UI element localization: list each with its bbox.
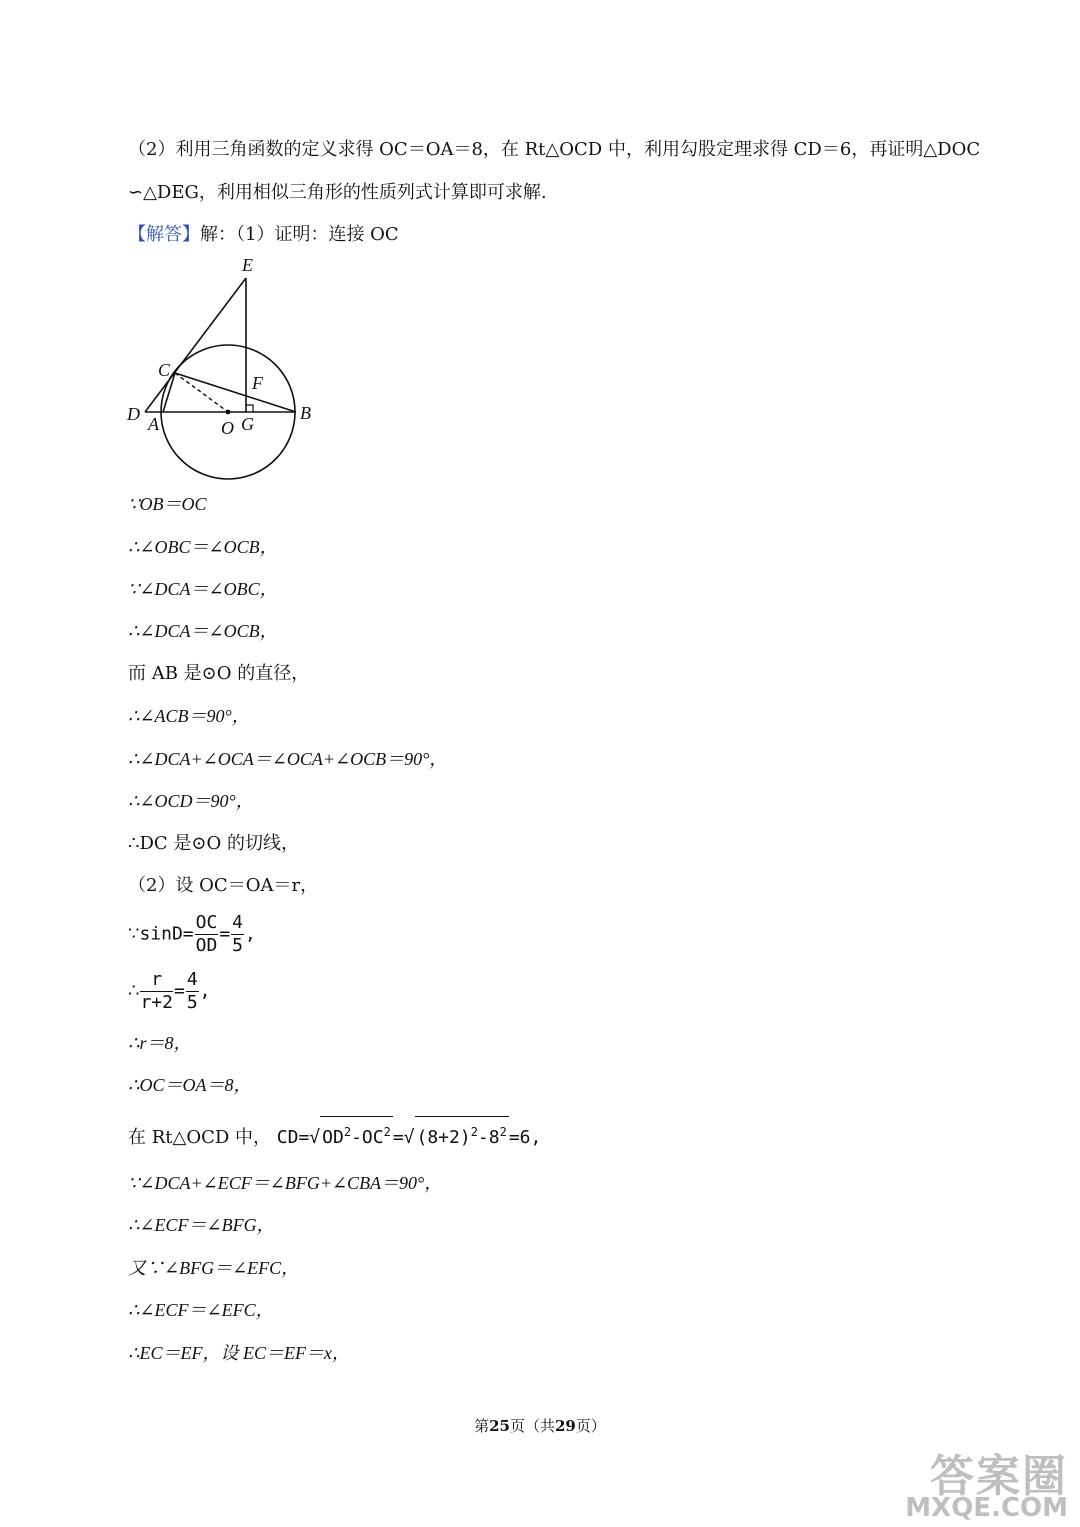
label-e: E [242, 255, 253, 275]
step-line: ∵∠DCA+∠ECF＝∠BFG+∠CBA＝90°， [128, 1173, 443, 1193]
step-line: 而 AB 是⊙O 的直径， [128, 663, 310, 684]
label-g: G [241, 414, 254, 434]
formula-prefix: 在 Rt△OCD 中， [128, 1127, 272, 1148]
radicand: OD [322, 1127, 344, 1148]
page-number: 25 [489, 1417, 510, 1435]
center-point [226, 410, 231, 415]
equals: = [219, 923, 231, 945]
fraction [231, 912, 244, 957]
equals: = [392, 1127, 404, 1148]
fraction [140, 969, 173, 1014]
exponent: 2 [343, 1125, 352, 1139]
label-c: C [158, 360, 171, 380]
exponent: 2 [499, 1125, 507, 1139]
step-line: ∵∠DCA＝∠OBC， [128, 579, 278, 599]
step-line: ∴∠ECF＝∠EFC， [128, 1300, 274, 1320]
step-line: 又∵∠BFG＝∠EFC， [128, 1258, 300, 1278]
step-line: ∴∠DCA＝∠OCB， [128, 621, 278, 641]
step-line: ∴DC 是⊙O 的切线， [128, 833, 299, 854]
formula-end: , [199, 980, 211, 1002]
line-co-dashed [175, 373, 228, 412]
denominator: OD [195, 935, 218, 956]
watermark-url: MXQE.COM [905, 1493, 1068, 1523]
total-pages: 29 [555, 1417, 576, 1435]
label-d: D [127, 404, 140, 424]
step-line: ∴∠ECF＝∠BFG， [128, 1215, 275, 1235]
formula-prefix: ∵ [128, 923, 140, 945]
footer-mid: 页（共 [509, 1417, 555, 1435]
exponent: 2 [383, 1125, 391, 1139]
step-line: ∴∠OCD＝90°， [128, 791, 254, 811]
watermark-logo: 答案圈 [930, 1451, 1068, 1502]
answer-heading [128, 223, 399, 247]
radicand: -OC [351, 1127, 384, 1148]
page-footer [0, 1415, 1080, 1436]
geometry-figure [120, 250, 330, 490]
right-angle-mark [246, 405, 253, 412]
formula-result: =6, [508, 1127, 542, 1148]
hint-line-2: ∽△DEG，利用相似三角形的性质列式计算即可求解. [128, 182, 547, 203]
step-line: ∴∠OBC＝∠OCB， [128, 537, 278, 557]
sqrt-2: √ $(8+2)^2-8^2$ [404, 1116, 509, 1153]
answer-intro: 解：（1）证明：连接 OC [200, 224, 399, 245]
fraction [186, 969, 199, 1014]
step-line: （2）设 OC＝OA＝r， [128, 875, 319, 896]
footer-pre: 第 [474, 1417, 490, 1435]
radicand: -8 [477, 1127, 500, 1148]
step-line: ∴OC＝OA＝8， [128, 1075, 252, 1095]
exponent: 2 [470, 1125, 478, 1139]
label-f: F [252, 373, 263, 393]
label-a: A [148, 414, 159, 434]
step-line: ∵OB＝OC [128, 494, 207, 514]
formula-prefix: ∴ [128, 980, 140, 1002]
denominator: 5 [232, 935, 244, 956]
formula-cd [128, 1116, 541, 1153]
formula-r [128, 969, 211, 1014]
numerator: r [140, 969, 173, 992]
step-line: ∴r＝8， [128, 1033, 192, 1053]
formula-end: , [245, 923, 256, 945]
fraction [195, 912, 219, 957]
line-cb [175, 373, 296, 412]
denominator: 5 [186, 992, 198, 1013]
step-line: ∴EC＝EF，设 EC＝EF＝x， [128, 1343, 350, 1363]
footer-post: 页） [575, 1417, 606, 1435]
radicand: (8+2) [416, 1127, 471, 1148]
denominator: r+2 [140, 992, 173, 1013]
equals: = [173, 980, 185, 1002]
formula-sin [128, 912, 256, 957]
formula-lhs: CD= [276, 1127, 310, 1148]
numerator: 4 [186, 969, 198, 990]
step-line: ∴∠ACB＝90°， [128, 706, 250, 726]
answer-tag: 【解答】 [128, 224, 200, 245]
formula-lhs: sinD= [139, 923, 194, 945]
hint-line-1: （2）利用三角函数的定义求得 OC＝OA＝8，在 Rt△OCD 中，利用勾股定理求得 CD＝6，再证明△DOC [128, 139, 981, 160]
sqrt-1: √ $OD^2-OC^2$ [309, 1116, 393, 1153]
label-o: O [221, 418, 234, 438]
numerator: OC [195, 912, 218, 933]
label-b: B [300, 403, 311, 423]
step-line: ∴∠DCA+∠OCA＝∠OCA+∠OCB＝90°， [128, 749, 448, 769]
numerator: 4 [232, 912, 244, 933]
